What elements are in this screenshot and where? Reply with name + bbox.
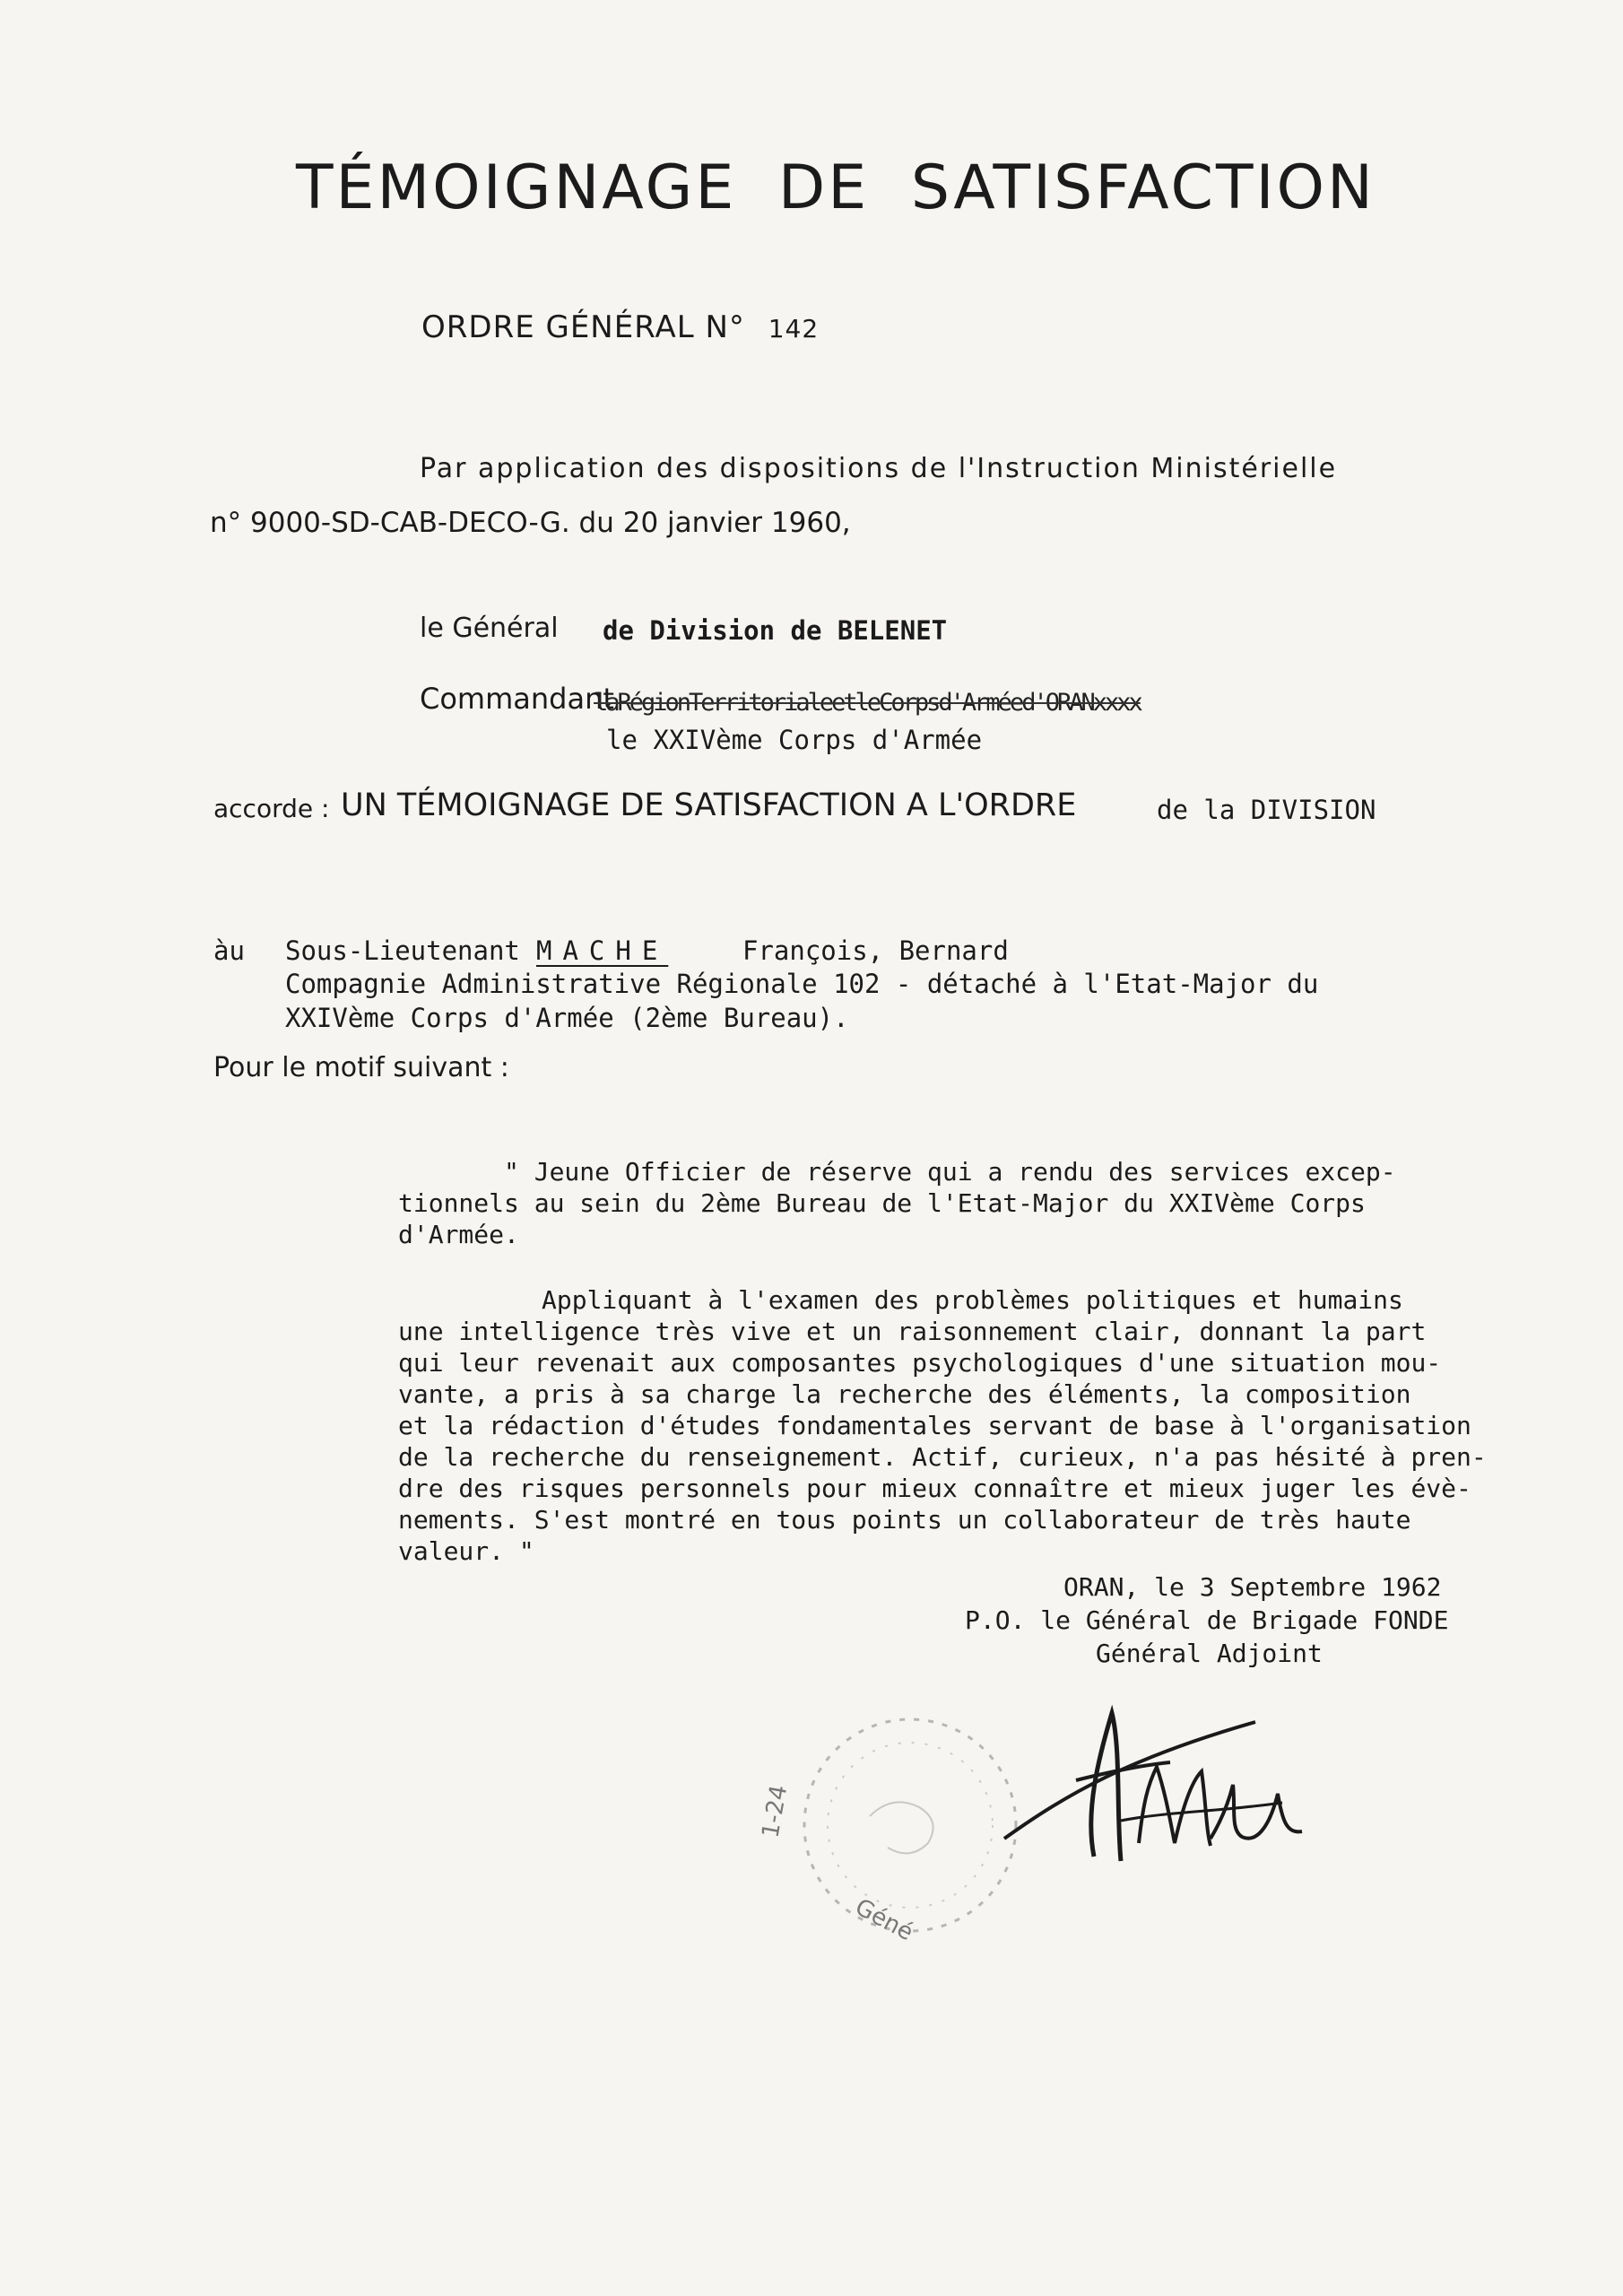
struck-text: laRégionTerritorialeetleCorpsd'Arméed'ORANxxxx	[594, 689, 1141, 717]
general-name: de Division de BELENET	[603, 615, 948, 646]
motif-label: Pour le motif suivant :	[213, 1052, 509, 1083]
document-title: TÉMOIGNAGE DE SATISFACTION	[296, 152, 1376, 223]
citation-line: qui leur revenait aux composantes psychologiques d'une situation mou-	[398, 1348, 1442, 1378]
stamp-text-left: 1-24	[757, 1783, 794, 1840]
signatory-role: Général Adjoint	[1096, 1639, 1323, 1668]
commandant-label: Commandant	[420, 682, 614, 716]
citation-line: Appliquant à l'examen des problèmes politiques et humains	[542, 1285, 1403, 1315]
ordre-label: ORDRE GÉNÉRAL N°	[421, 309, 745, 345]
recipient-firstnames: François, Bernard	[742, 935, 1009, 966]
ordre-general	[421, 309, 819, 345]
citation-line: vante, a pris à sa charge la recherche des éléments, la composition	[398, 1379, 1411, 1409]
recipient-corps: XXIVème Corps d'Armée (2ème Bureau).	[285, 1003, 849, 1033]
citation-line: tionnels au sein du 2ème Bureau de l'Etat-Major du XXIVème Corps	[398, 1188, 1366, 1218]
accorde-main: UN TÉMOIGNAGE DE SATISFACTION A L'ORDRE	[341, 787, 1077, 823]
citation-line: d'Armée.	[398, 1220, 519, 1249]
stamp-text-bottom: Géné	[850, 1893, 918, 1947]
application-line-1: Par application des dispositions de l'Instruction Ministérielle	[420, 453, 1338, 484]
citation-line: de la recherche du renseignement. Actif, curieux, n'a pas hésité à pren-	[398, 1442, 1487, 1472]
citation-line: une intelligence très vive et un raisonnement clair, donnant la part	[398, 1317, 1427, 1346]
accorde-label: accorde :	[213, 794, 330, 823]
recipient-rank: Sous-Lieutenant	[285, 935, 520, 966]
recipient-surname: MACHE	[536, 935, 669, 966]
signatory-po: P.O. le Général de Brigade FONDE	[965, 1605, 1449, 1635]
application-line-2: n° 9000-SD-CAB-DECO-G. du 20 janvier 1960,	[210, 507, 851, 539]
citation-line: nements. S'est montré en tous points un collaborateur de très haute	[398, 1505, 1411, 1535]
citation-line: " Jeune Officier de réserve qui a rendu des services excep-	[504, 1157, 1396, 1187]
commandant-typed: le XXIVème Corps d'Armée	[606, 725, 983, 755]
recipient-prefix: àu	[213, 935, 245, 966]
place-date: ORAN, le 3 Septembre 1962	[1063, 1572, 1442, 1602]
citation-line: dre des risques personnels pour mieux connaître et mieux juger les évè-	[398, 1474, 1471, 1503]
recipient-unit: Compagnie Administrative Régionale 102 - détaché à l'Etat-Major du	[285, 969, 1319, 999]
handwritten-signature	[986, 1686, 1309, 1874]
accorde-division: de la DIVISION	[1157, 795, 1376, 825]
ordre-number: 142	[768, 314, 820, 344]
citation-line: valeur. "	[398, 1536, 534, 1566]
citation-line: et la rédaction d'études fondamentales servant de base à l'organisation	[398, 1411, 1471, 1440]
general-label: le Général	[420, 613, 559, 644]
